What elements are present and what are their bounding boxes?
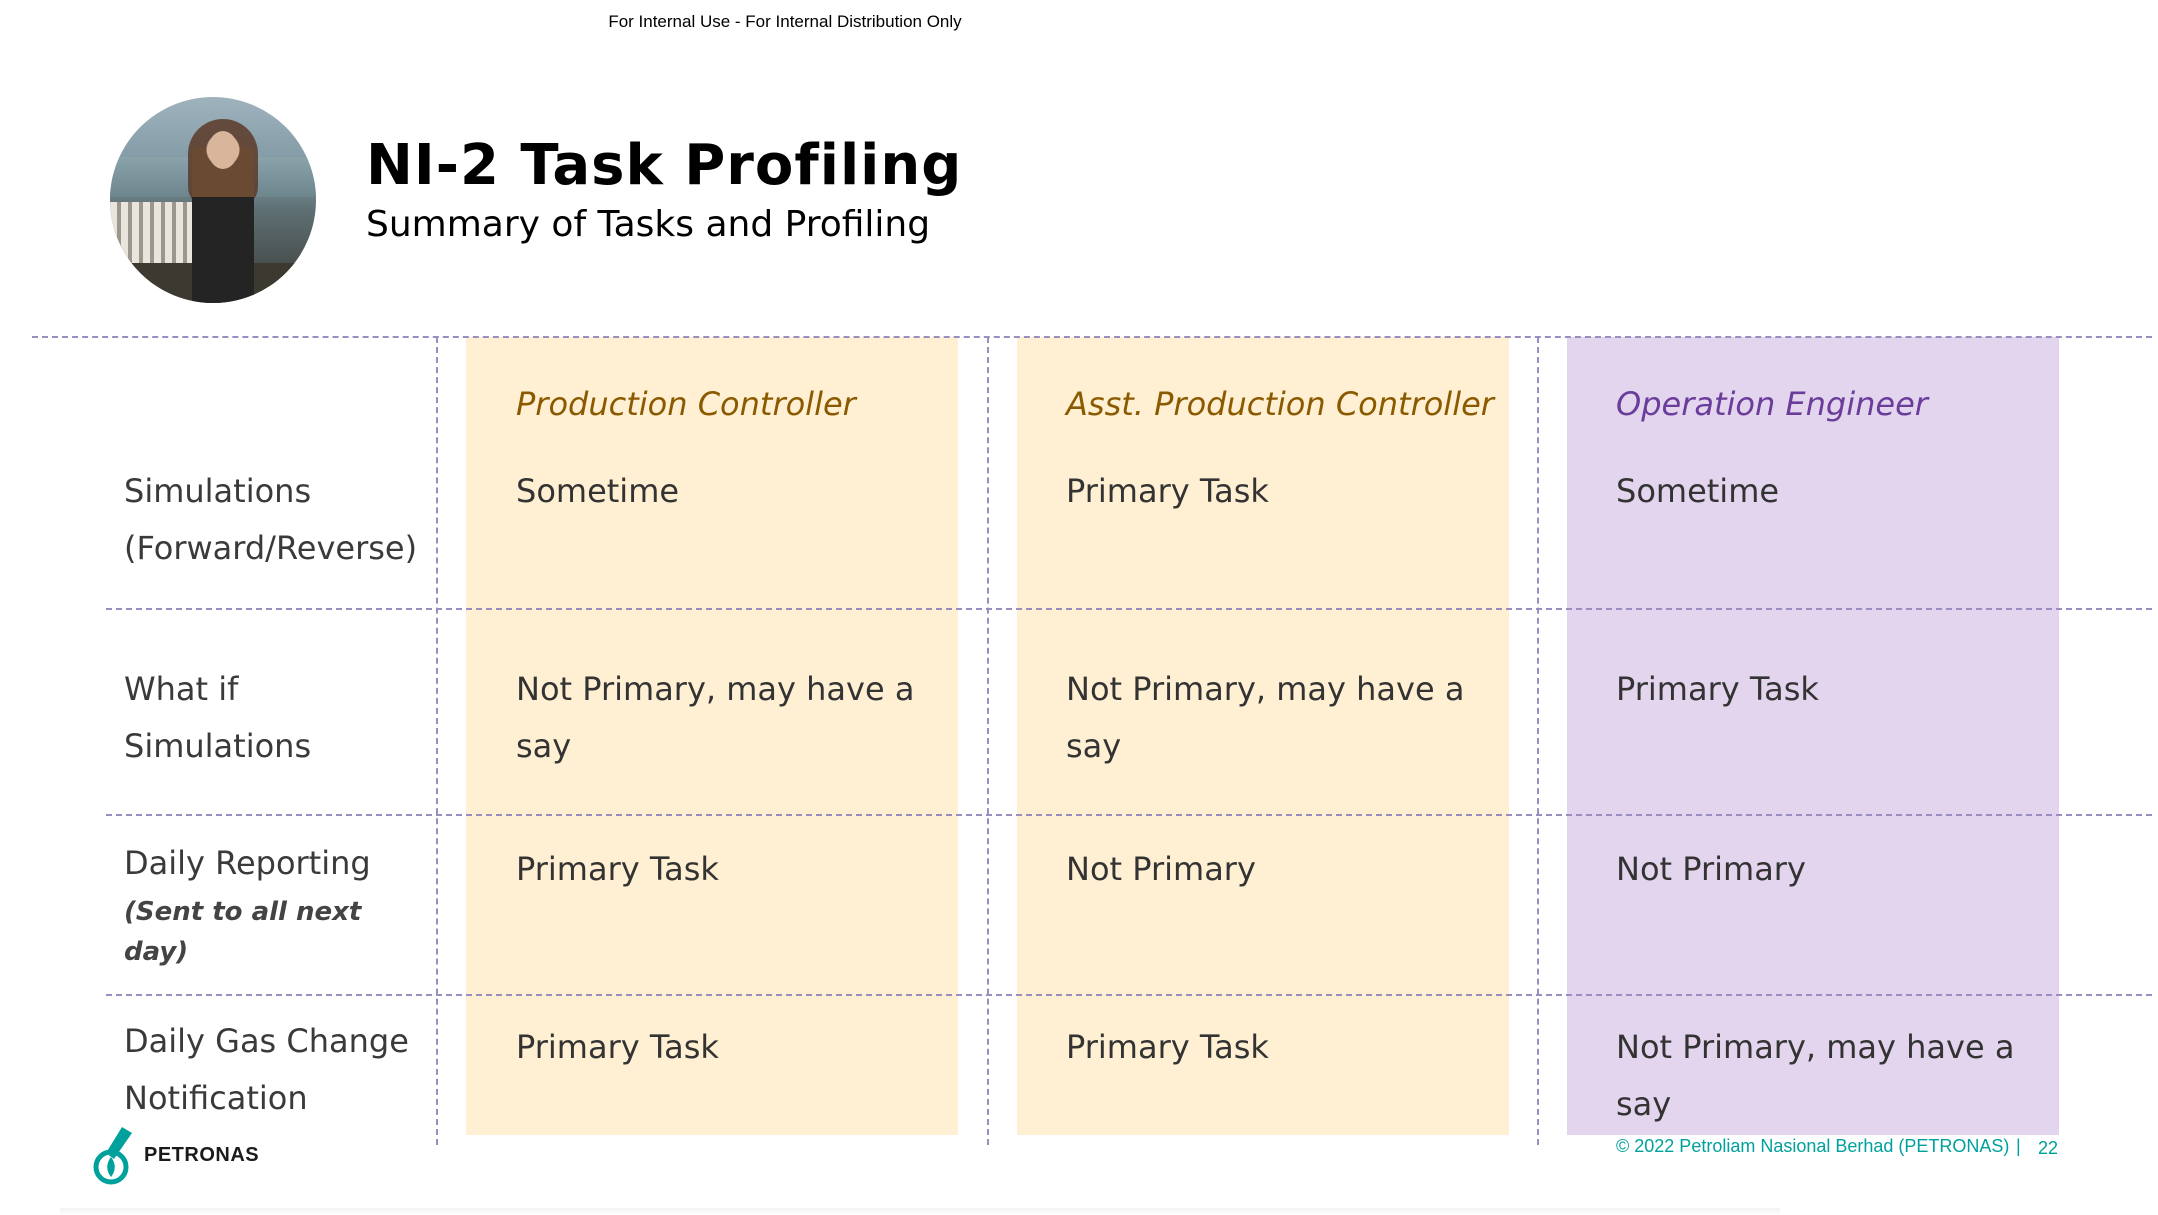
petronas-logo-icon (92, 1125, 136, 1185)
slide-shadow (60, 1208, 1780, 1215)
grid-line-row1 (106, 608, 2152, 610)
row-label-line: Notification (124, 1079, 308, 1117)
table-cell: Primary Task (1616, 670, 1819, 708)
grid-line-row2 (106, 814, 2152, 816)
logo-text: PETRONAS (144, 1143, 260, 1166)
table-cell: Sometime (516, 472, 680, 510)
row-label (124, 661, 424, 775)
grid-line-row3 (106, 994, 2152, 996)
role-header: Asst. Production Controller (1066, 385, 1494, 423)
row-label (124, 1013, 424, 1127)
table-cell: Not Primary, may have a say (516, 670, 915, 765)
table-cell: Not Primary, may have a say (1066, 670, 1465, 765)
table-cell: Sometime (1616, 472, 1780, 510)
profile-photo (110, 97, 316, 303)
footer-separator: | (2016, 1136, 2021, 1156)
classification-label: For Internal Use - For Internal Distribution Only (608, 12, 962, 31)
row-label-line: Daily Gas Change (124, 1022, 409, 1060)
page-number: 22 (2038, 1138, 2059, 1158)
table-cell: Not Primary, may have a say (1616, 1028, 2015, 1123)
table-cell: Primary Task (1066, 1028, 1269, 1066)
table-cell: Not Primary (1616, 850, 1806, 888)
grid-line-col2 (987, 337, 989, 1145)
table-cell: Primary Task (516, 850, 719, 888)
row-label-line: Simulations (124, 472, 312, 510)
grid-line-top (32, 336, 2152, 338)
row-label-line: (Forward/Reverse) (124, 529, 418, 567)
row-label (124, 463, 424, 577)
column-operation-engineer (1567, 337, 2059, 1135)
row-label (124, 835, 424, 972)
page-title: NI-2 Task Profiling (366, 133, 963, 198)
petronas-logo (92, 1125, 259, 1185)
row-label-line: What if (124, 670, 239, 708)
row-label-line: Simulations (124, 727, 312, 765)
row-label-line: Daily Reporting (124, 844, 371, 882)
table-cell: Not Primary (1066, 850, 1256, 888)
role-header: Operation Engineer (1616, 385, 1928, 423)
table-cell: Primary Task (1066, 472, 1269, 510)
row-label-note: (Sent to all next day) (124, 897, 362, 967)
role-header: Production Controller (516, 385, 856, 423)
copyright-text: © 2022 Petroliam Nasional Berhad (PETRONAS) (1616, 1136, 2010, 1156)
grid-line-col1 (436, 337, 438, 1145)
table-cell: Primary Task (516, 1028, 719, 1066)
grid-line-col3 (1537, 337, 1539, 1145)
page-subtitle: Summary of Tasks and Profiling (366, 204, 931, 245)
